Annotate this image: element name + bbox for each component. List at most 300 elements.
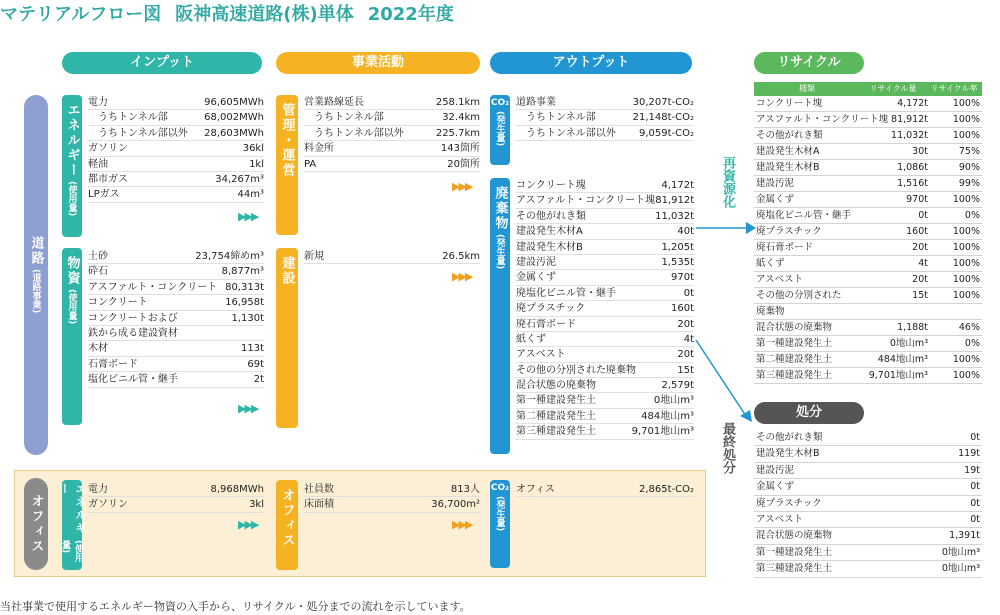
table-row [88, 497, 264, 512]
row-name: PA [304, 158, 317, 170]
row-name: 廃石膏ボード [516, 318, 576, 330]
table-row [516, 424, 694, 439]
table-row [516, 482, 694, 497]
row-name: うちトンネル部 [314, 112, 384, 124]
office-co2-table [516, 482, 694, 497]
row-name: うちトンネル部以外 [526, 127, 616, 139]
recycle-row [754, 208, 982, 224]
recycle-row [754, 224, 982, 240]
row-name: その他がれき類 [516, 210, 586, 222]
recycle-row [754, 256, 982, 272]
office-biz-table [304, 482, 480, 513]
recycle-cell: 81,912t [891, 114, 928, 125]
office-biz-label: オフィス [279, 488, 295, 548]
office-co2-sub: (発生量) [494, 496, 505, 532]
row-value: 1kl [249, 158, 264, 170]
recycle-row [754, 112, 982, 128]
row-name: 木材 [88, 343, 108, 355]
row-value: 23,754締めm³ [195, 251, 264, 262]
row-name: 土砂 [88, 251, 108, 262]
table-row [88, 249, 264, 264]
recycle-cell: 建設汚泥 [756, 178, 795, 189]
row-value: 143箇所 [440, 143, 480, 155]
row-value: 0地山m³ [653, 395, 694, 407]
materials-arrows: ▶▶▶ [238, 402, 258, 415]
recycle-table [754, 82, 982, 384]
table-row [304, 157, 480, 172]
construction-table [304, 249, 480, 264]
recycle-row [754, 304, 982, 320]
table-row [88, 295, 264, 310]
recycle-cell: 1,188t [897, 322, 928, 333]
row-value: 40t [677, 226, 694, 238]
recycle-cell: 金属くず [756, 194, 795, 205]
recycle-cell: 100% [952, 258, 980, 269]
row-name: 建設発生木材B [516, 241, 583, 253]
table-row [88, 482, 264, 497]
row-name: うちトンネル部 [526, 112, 596, 124]
row-value: 30,207t-CO₂ [632, 97, 694, 108]
row-value: 8,877m³ [221, 266, 264, 278]
table-row [516, 378, 694, 393]
disposal-cell: アスベスト [756, 513, 804, 525]
energy-bar [62, 95, 82, 237]
row-value: 1,205t [661, 241, 694, 253]
disposal-cell: 建設発生木材B [756, 448, 820, 460]
recycle-cell: 160t [906, 226, 928, 237]
co2-label: CO₂ [490, 98, 510, 108]
row-value: 20箇所 [447, 158, 480, 170]
row-name: 営業路線延長 [304, 97, 364, 108]
row-name: うちトンネル部 [98, 112, 168, 124]
recycle-cell: 混合状態の廃棄物 [756, 322, 833, 333]
recycle-cell [858, 304, 928, 319]
row-name: 電力 [88, 484, 108, 495]
office-sidebar [24, 478, 48, 570]
recycle-flow-label: 再資源化 [720, 156, 735, 208]
table-row [516, 286, 694, 301]
recycle-row [754, 96, 982, 112]
recycle-cell: 廃棄物 [756, 306, 785, 317]
row-value: 4t [683, 333, 694, 345]
recycle-cell: 建設発生木材A [756, 146, 820, 157]
recycle-cell: 99% [958, 178, 980, 189]
recycle-cell: 9,701地山m³ [868, 370, 928, 381]
table-row [88, 110, 264, 125]
output-header: アウトプット [490, 52, 692, 74]
row-name: 第二種建設発生土 [516, 410, 596, 422]
row-name: ガソリン [88, 499, 128, 511]
row-value: 21,148t-CO₂ [632, 112, 694, 124]
recycle-cell: 100% [952, 354, 980, 365]
office-energy-bar [58, 480, 87, 570]
row-value: 16,958t [225, 297, 264, 309]
waste-sub: (発生量) [494, 234, 505, 270]
row-value: 26.5km [442, 251, 480, 262]
recycle-cell: コンクリート塊 [756, 98, 823, 109]
table-row [516, 317, 694, 332]
co2-sub: (発生量) [494, 111, 505, 147]
row-value: 258.1km [435, 97, 480, 108]
disposal-arrowhead [740, 410, 752, 422]
recycle-cell: 100% [952, 130, 980, 141]
row-value: 8,968MWh [210, 484, 264, 495]
row-name: コンクリート [88, 297, 148, 309]
ops-bar [276, 95, 298, 235]
road-label: 道路 [28, 236, 44, 267]
row-name: 石膏ボード [88, 358, 138, 370]
table-row [516, 393, 694, 408]
disposal-row [754, 430, 982, 446]
row-value: 32.4km [442, 112, 480, 124]
table-row [516, 363, 694, 378]
ops-arrows: ▶▶▶ [452, 180, 472, 193]
disposal-row [754, 512, 982, 528]
disposal-flow-label: 最終処分 [720, 422, 735, 474]
row-value: 160t [670, 303, 694, 315]
row-name: ガソリン [88, 143, 128, 155]
row-value: 20t [677, 318, 694, 330]
table-row [516, 178, 694, 193]
recycle-cell: 第三種建設発生土 [756, 370, 833, 381]
row-value: 4,172t [661, 180, 694, 191]
disposal-cell: 建設汚泥 [756, 464, 795, 476]
title-main: マテリアルフロー図 [0, 4, 162, 25]
disposal-row [754, 479, 982, 495]
table-row [88, 326, 264, 341]
table-row [304, 249, 480, 264]
waste-bar [490, 178, 510, 454]
recycle-cell: 20t [912, 274, 928, 285]
recycle-cell: 第一種建設発生土 [756, 338, 833, 349]
row-value: 36,700m² [431, 499, 480, 511]
row-value: 0t [683, 287, 694, 299]
energy-table [88, 95, 264, 203]
recycle-row [754, 176, 982, 192]
recycle-cell: 4,172t [897, 98, 928, 109]
row-name: 電力 [88, 97, 108, 108]
disposal-cell: 19t [964, 464, 980, 476]
disposal-header: 処分 [754, 402, 864, 424]
row-value: 81,912t [655, 195, 695, 207]
recycle-cell: 100% [952, 290, 980, 301]
recycle-cell: 4t [918, 258, 928, 269]
row-value: 20t [677, 349, 694, 361]
disposal-cell: 119t [958, 448, 980, 460]
row-value: 1,130t [231, 312, 264, 324]
table-row [88, 141, 264, 156]
materials-label: 物資 [64, 256, 80, 286]
row-name: 鉄から成る建設資材 [88, 327, 178, 339]
recycle-cell: 75% [958, 146, 980, 157]
table-row [516, 409, 694, 424]
recycle-cell: 第二種建設発生土 [756, 354, 833, 365]
row-value: 9,701地山m³ [631, 426, 694, 438]
disposal-row [754, 463, 982, 479]
title-entity: 阪神高速道路(株)単体 [175, 4, 354, 25]
recycle-cell [928, 304, 982, 319]
recycle-cell: 紙くず [756, 258, 785, 269]
ops-table [304, 95, 480, 172]
table-row [88, 341, 264, 356]
table-row [88, 311, 264, 326]
table-row [516, 126, 694, 141]
table-row [88, 157, 264, 172]
row-name: 砕石 [88, 266, 108, 278]
co2-table [516, 95, 694, 141]
row-value: 1,535t [661, 256, 694, 268]
recycle-col-type: 種類 [799, 84, 815, 93]
recycle-cell: 100% [952, 226, 980, 237]
disposal-cell: その他がれき類 [756, 432, 823, 443]
recycle-row [754, 240, 982, 256]
table-row [88, 357, 264, 372]
table-row [88, 372, 264, 387]
row-name: その他の分別された廃棄物 [516, 364, 636, 376]
recycle-row [754, 272, 982, 288]
disposal-cell: 第三種建設発生土 [756, 563, 833, 575]
table-row [516, 332, 694, 347]
disposal-cell: 第一種建設発生土 [756, 546, 833, 558]
road-sub: (道路事業) [30, 269, 41, 314]
recycle-cell: 30t [912, 146, 928, 157]
office-energy-sub: (使用量) [60, 540, 83, 563]
row-name: 軽油 [88, 158, 108, 170]
ops-label: 管理・運営 [279, 103, 295, 178]
recycle-cell: 100% [952, 242, 980, 253]
construction-arrows: ▶▶▶ [452, 270, 472, 283]
recycle-cell: 0地山m³ [889, 338, 928, 349]
row-value: 28,603MWh [204, 127, 264, 139]
flow-arrows [690, 170, 760, 430]
recycle-cell: 廃石膏ボード [756, 242, 814, 253]
row-name: LPガス [88, 189, 120, 201]
disposal-cell: 0地山m³ [941, 546, 980, 558]
recycle-cell: 20t [912, 242, 928, 253]
disposal-arrow-line [696, 340, 746, 416]
recycle-cell: 100% [952, 370, 980, 381]
row-name: 塩化ビニル管・継手 [88, 374, 178, 386]
recycle-row [754, 160, 982, 176]
row-name: 廃プラスチック [516, 303, 586, 315]
table-row [516, 240, 694, 255]
disposal-table [754, 430, 982, 578]
recycle-row [754, 320, 982, 336]
table-row [88, 187, 264, 202]
table-row [88, 280, 264, 295]
row-value: 96,605MWh [204, 97, 264, 108]
recycle-cell: 100% [952, 274, 980, 285]
recycle-cell: 90% [958, 162, 980, 173]
office-energy-arrows: ▶▶▶ [238, 518, 258, 531]
recycle-cell: 廃塩化ビニル管・継手 [756, 210, 852, 221]
row-value: 9,059t-CO₂ [638, 127, 694, 139]
waste-table [516, 178, 694, 440]
recycle-cell: 建設発生木材B [756, 162, 820, 173]
row-value: 34,267m³ [215, 173, 264, 185]
row-value: 2t [253, 374, 264, 386]
recycle-cell: 0% [964, 210, 980, 221]
energy-label: エネルギー [64, 103, 80, 178]
row-name: 道路事業 [516, 97, 556, 108]
recycle-cell: 100% [952, 194, 980, 205]
row-name: 都市ガス [88, 173, 128, 185]
construction-bar [276, 248, 298, 428]
recycle-cell: 廃プラスチック [756, 226, 822, 237]
recycle-cell: 46% [958, 322, 980, 333]
row-value: 813人 [450, 484, 480, 495]
recycle-cell: アスベスト [756, 274, 804, 285]
row-value: 80,313t [225, 281, 264, 293]
office-co2-bar [490, 480, 510, 568]
row-value: 484地山m³ [641, 410, 694, 422]
recycle-cell: 484地山m³ [877, 354, 928, 365]
row-value: 113t [240, 343, 264, 355]
row-name: うちトンネル部以外 [98, 127, 188, 139]
table-row [88, 264, 264, 279]
recycle-cell: その他がれき類 [756, 130, 823, 141]
waste-label: 廃棄物 [492, 186, 508, 231]
row-name: オフィス [516, 484, 555, 495]
energy-sub: (使用量) [66, 181, 77, 217]
table-row [516, 110, 694, 125]
recycle-table-header [754, 82, 982, 96]
table-row [516, 255, 694, 270]
table-row [516, 209, 694, 224]
row-name: アスベスト [516, 349, 566, 361]
row-name: コンクリート塊 [516, 180, 586, 191]
road-sidebar [24, 95, 48, 455]
recycle-cell: 0t [918, 210, 928, 221]
recycle-cell: その他の分別された [756, 290, 842, 301]
office-energy-table [88, 482, 264, 513]
disposal-cell: 金属くず [756, 481, 795, 493]
business-header: 事業活動 [276, 52, 480, 74]
disposal-row [754, 561, 982, 577]
recycle-col-rate: リサイクル率 [930, 84, 978, 93]
row-name: うちトンネル部以外 [314, 127, 404, 139]
footer-note: 当社事業で使用するエネルギー物資の入手から、リサイクル・処分までの流れを示しています。 [0, 600, 471, 613]
row-name: 新規 [304, 251, 324, 262]
recycle-cell: 1,086t [897, 162, 928, 173]
disposal-cell: 0地山m³ [941, 563, 980, 575]
disposal-row [754, 446, 982, 462]
row-name: 第一種建設発生土 [516, 395, 596, 407]
table-row [516, 224, 694, 239]
disposal-row [754, 545, 982, 561]
recycle-header: リサイクル [754, 52, 864, 74]
table-row [516, 95, 694, 110]
table-row [88, 172, 264, 187]
table-row [304, 497, 480, 512]
disposal-cell: 廃プラスチック [756, 497, 822, 509]
row-value: 225.7km [435, 127, 480, 139]
recycle-cell: 11,032t [891, 130, 928, 141]
recycle-cell: アスファルト・コンクリート塊 [756, 114, 889, 125]
row-value: 68,002MWh [204, 112, 264, 124]
row-value: 15t [677, 364, 694, 376]
table-row [304, 141, 480, 156]
disposal-cell: 1,391t [949, 530, 980, 542]
row-name: 紙くず [516, 333, 546, 345]
disposal-cell: 0t [970, 481, 980, 493]
row-value: 44m³ [237, 189, 264, 201]
diagram-title [0, 0, 1000, 26]
row-value: 970t [670, 272, 694, 284]
row-name: アスファルト・コンクリート塊 [516, 195, 656, 207]
table-row [304, 126, 480, 141]
table-row [516, 301, 694, 316]
table-row [304, 95, 480, 110]
row-name: 床面積 [304, 499, 334, 511]
materials-bar [62, 248, 82, 425]
disposal-row [754, 496, 982, 512]
recycle-row [754, 128, 982, 144]
office-energy-label: エネルギー [58, 483, 87, 535]
recycle-cell: 15t [912, 290, 928, 301]
recycle-row [754, 192, 982, 208]
row-value: 36kl [242, 143, 264, 155]
table-row [88, 95, 264, 110]
input-header: インプット [62, 52, 262, 74]
office-side-label: オフィス [28, 494, 44, 554]
office-biz-bar [276, 480, 298, 570]
row-value: 3kl [249, 499, 264, 511]
recycle-cell: 970t [906, 194, 928, 205]
office-co2-label: CO₂ [490, 483, 510, 493]
recycle-cell: 100% [952, 114, 980, 125]
recycle-row [754, 144, 982, 160]
recycle-col-amount: リサイクル量 [869, 84, 917, 93]
table-row [516, 193, 694, 208]
disposal-cell: 0t [970, 513, 980, 525]
office-biz-arrows: ▶▶▶ [452, 518, 472, 531]
materials-sub: (使用量) [66, 289, 77, 325]
table-row [516, 347, 694, 362]
row-name: アスファルト・コンクリート [88, 281, 218, 293]
row-value: 11,032t [655, 210, 694, 222]
table-row [88, 126, 264, 141]
table-row [516, 270, 694, 285]
disposal-row [754, 528, 982, 544]
materials-table [88, 249, 264, 388]
recycle-row [754, 288, 982, 304]
disposal-cell: 混合状態の廃棄物 [756, 530, 833, 542]
recycle-cell: 100% [952, 98, 980, 109]
row-name: 料金所 [304, 143, 334, 155]
co2-bar [490, 95, 510, 165]
recycle-row [754, 352, 982, 368]
energy-arrows: ▶▶▶ [238, 210, 258, 223]
disposal-cell: 0t [970, 432, 980, 443]
row-name: 社員数 [304, 484, 334, 495]
row-value: 2,865t-CO₂ [638, 484, 694, 495]
row-value: 2,579t [661, 380, 694, 392]
row-name: 混合状態の廃棄物 [516, 380, 596, 392]
table-row [304, 110, 480, 125]
row-name: 廃塩化ビニル管・継手 [516, 287, 616, 299]
row-name: 第三種建設発生土 [516, 426, 596, 438]
disposal-cell: 0t [970, 497, 980, 509]
recycle-row [754, 336, 982, 352]
recycle-cell: 1,516t [897, 178, 928, 189]
row-name: コンクリートおよび [88, 312, 178, 324]
row-name: 建設発生木材A [516, 226, 583, 238]
title-year: 2022年度 [367, 4, 454, 25]
row-value: 69t [247, 358, 264, 370]
recycle-row [754, 368, 982, 384]
row-name: 建設汚泥 [516, 256, 556, 268]
